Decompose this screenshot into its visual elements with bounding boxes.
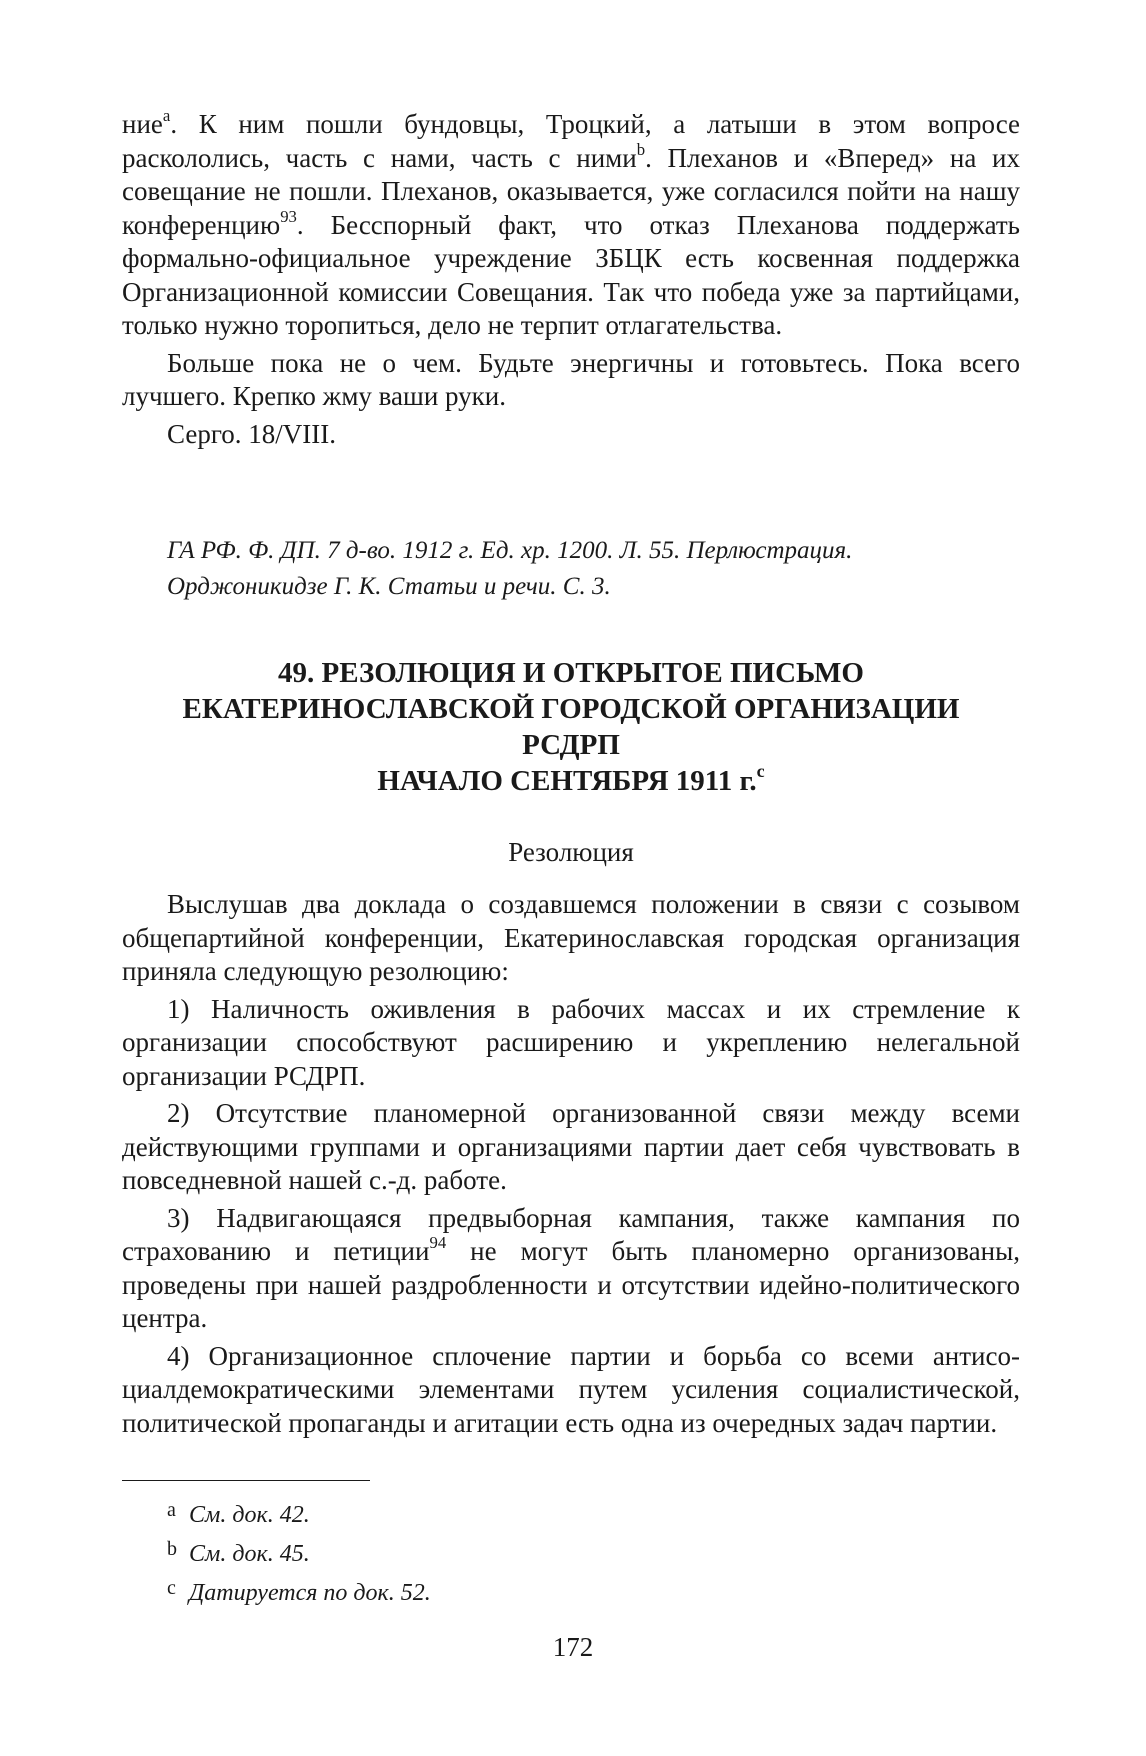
letter-continuation bbox=[122, 108, 1020, 455]
endnote-ref-94: 94 bbox=[429, 1233, 447, 1252]
document-heading bbox=[122, 655, 1020, 799]
heading-date: НАЧАЛО СЕНТЯБРЯ 1911 г. bbox=[377, 765, 757, 797]
text-fragment: . К ним пошли бундовцы, Троцкий, а латыши в этом вопросе раскололись, часть с нами, часть с ними bbox=[122, 109, 1020, 173]
paragraph: Больше пока не о чем. Будьте энергичны и готовьтесь. Пока всего лучшего. Крепко жму ваши руки. bbox=[122, 347, 1020, 411]
footnote bbox=[167, 1532, 867, 1571]
resolution-item: 2) Отсутствие планомерной организованной связи между всеми действующими группами и организациями партии дает себя чувствовать в повседневной нашей с.-д. работе. bbox=[122, 1098, 1020, 1195]
signature-line: Серго. 18/VIII. bbox=[167, 418, 336, 449]
paragraph bbox=[122, 108, 1020, 343]
text-fragment: ние bbox=[122, 109, 163, 139]
section-title: Резолюция bbox=[508, 837, 634, 867]
footnote bbox=[167, 1571, 867, 1610]
text-fragment: не могут быть планомерно организованы, проведены при нашей раздробленности и отсутствии идейно-политического центра. bbox=[122, 1236, 1020, 1333]
footnote-ref-c: c bbox=[756, 761, 765, 782]
footnote-divider bbox=[122, 1480, 370, 1481]
footnotes bbox=[167, 1493, 867, 1610]
heading-line: 49. РЕЗОЛЮЦИЯ И ОТКРЫТОЕ ПИСЬМО bbox=[278, 657, 864, 689]
source-line: Орджоникидзе Г. К. Статьи и речи. С. 3. bbox=[167, 573, 611, 600]
resolution-body bbox=[122, 888, 1020, 1444]
footnote-mark: b bbox=[167, 1538, 177, 1560]
footnote-ref-a: a bbox=[162, 106, 171, 125]
text-fragment: 3) Надвигающаяся предвыборная кампания, также кампания по страхованию и петиции bbox=[122, 1202, 1020, 1266]
archival-sources bbox=[167, 533, 1027, 605]
source-line: ГА РФ. Ф. ДП. 7 д-во. 1912 г. Ед. хр. 1200. Л. 55. Перлюстрация. bbox=[167, 537, 853, 564]
text-fragment: . Бесспорный факт, что отказ Плеханова поддержать формально-официальное учреждение ЗБЦК есть косвенная поддержка Организационной комиссии Совещания. Так что победа уже за партийцами, только нужно торопиться, дело не терпит отлагательства. bbox=[122, 209, 1020, 340]
paragraph: Выслушав два доклада о создавшемся положении в связи с созывом общепартийной конференции, Екатеринославская городская организация приняла следующую резолюцию: bbox=[122, 889, 1020, 986]
endnote-ref-93: 93 bbox=[280, 206, 297, 226]
footnote-text: См. док. 42. bbox=[189, 1502, 310, 1528]
footnote bbox=[167, 1493, 867, 1532]
footnote-mark: a bbox=[167, 1499, 176, 1521]
footnote-ref-b: b bbox=[636, 139, 646, 159]
footnote-text: Датируется по док. 52. bbox=[189, 1580, 431, 1606]
footnote-text: См. док. 45. bbox=[189, 1541, 310, 1567]
resolution-item: 1) Наличность оживления в рабочих массах и их стремление к организации способствуют расширению и укреплению нелегальной организации РСДРП. bbox=[122, 993, 1020, 1091]
heading-line: РСДРП bbox=[522, 729, 620, 761]
resolution-item: 4) Организационное сплочение партии и борьба со всеми антисоциалдемократическими элементами путем усиления социалистической, политической пропаганды и агитации есть одна из очередных задач партии. bbox=[122, 1340, 1020, 1438]
heading-line: ЕКАТЕРИНОСЛАВСКОЙ ГОРОДСКОЙ ОРГАНИЗАЦИИ bbox=[182, 693, 960, 725]
footnote-mark: c bbox=[167, 1577, 176, 1599]
text-fragment: . Плеханов и «Вперед» на их совещание не пошли. Плеханов, оказывается, уже согласился пойти на нашу конференцию bbox=[122, 142, 1020, 240]
page-number: 172 bbox=[552, 1632, 594, 1662]
heading-date-line bbox=[122, 763, 1020, 799]
resolution-item bbox=[122, 1202, 1020, 1336]
